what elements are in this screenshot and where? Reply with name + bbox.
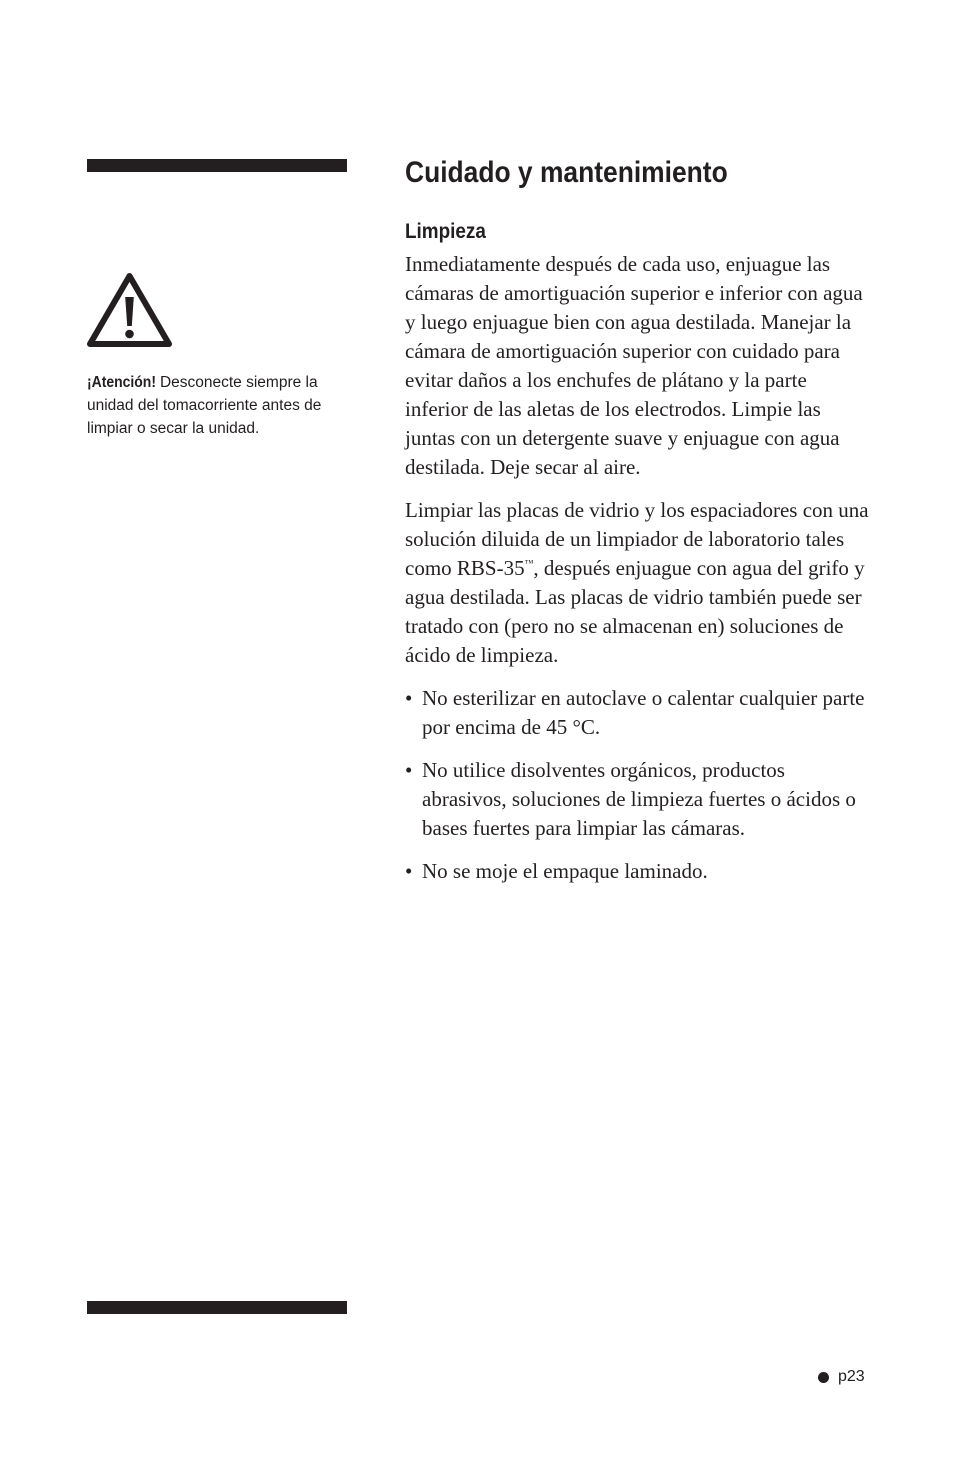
warning-text: Desconecte siempre la unidad del tomacorriente antes de limpiar o secar la unidad. — [87, 374, 322, 437]
top-rule — [87, 159, 347, 172]
page-footer — [818, 1367, 865, 1387]
paragraph-cleaning-chambers: Inmediatamente después de cada uso, enjuague las cámaras de amortiguación superior e inferior con agua y luego enjuague bien con agua destilada. Manejar la cámara de amortiguación superior con cuidado para evitar daños a los enchufes de plátano y la parte inferior de las aletas de los electrodos. Limpie las juntas con un detergente suave y enjuague con agua destilada. Deje secar al aire. — [405, 252, 863, 479]
section-title: Limpieza — [405, 220, 486, 243]
bullet-dot-icon — [818, 1372, 829, 1383]
main-content — [405, 150, 870, 900]
warning-label: ¡Atención! — [87, 374, 156, 391]
page-number: p23 — [838, 1368, 865, 1385]
bottom-rule — [87, 1301, 347, 1314]
warning-note — [87, 371, 352, 440]
paragraph-plates-text-b: , después enjuague con agua del grifo y agua destilada. Las placas de vidrio también puede ser tratado con (pero no se almacenan en) soluciones de ácido de limpieza. — [405, 556, 865, 667]
paragraph-plates-text-a: Limpiar las placas de vidrio y los espaciadores con una solución diluida de un limpiador de laboratorio tales como RBS-35 — [405, 498, 869, 580]
page-title: Cuidado y mantenimiento — [405, 156, 728, 189]
list-item: • No esterilizar en autoclave o calentar cualquier parte por encima de 45 °C. — [405, 684, 870, 742]
list-item: • No utilice disolventes orgánicos, productos abrasivos, soluciones de limpieza fuertes o ácidos o bases fuertes para limpiar las cámaras. — [405, 756, 870, 843]
precautions-list — [405, 684, 870, 886]
warning-icon — [86, 271, 173, 348]
list-item: • No se moje el empaque laminado. — [405, 857, 870, 886]
paragraph-cleaning-plates — [405, 496, 870, 670]
trademark-symbol: ™ — [524, 558, 534, 568]
